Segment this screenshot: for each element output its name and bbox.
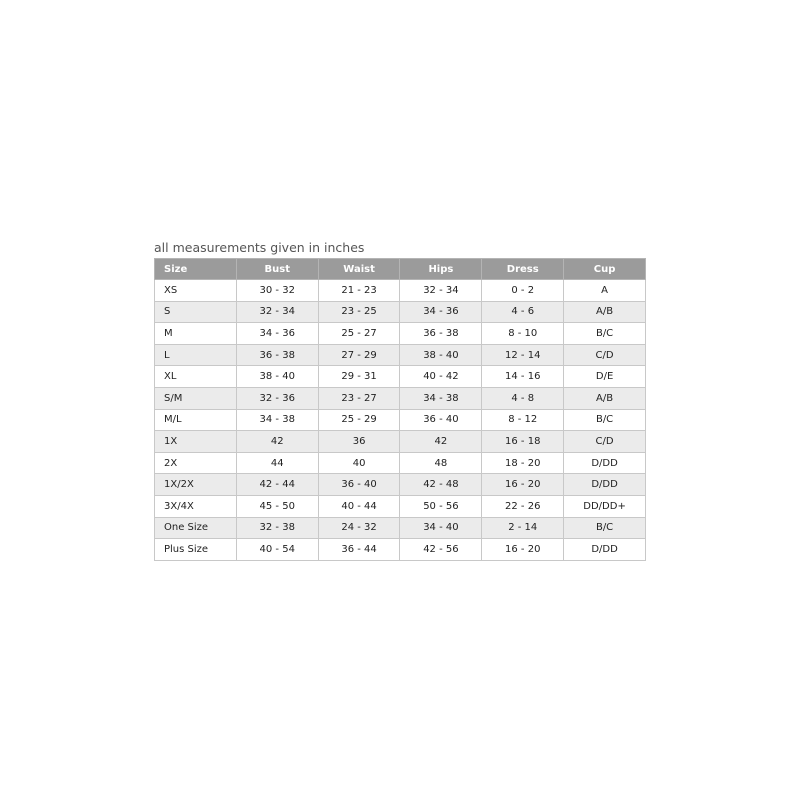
cell-hips: 42 - 48 <box>400 474 482 496</box>
table-row <box>155 431 646 453</box>
cell-cup: DD/DD+ <box>564 495 646 517</box>
cell-dress: 16 - 18 <box>482 431 564 453</box>
cell-waist: 40 <box>318 452 400 474</box>
cell-waist: 27 - 29 <box>318 344 400 366</box>
cell-dress: 12 - 14 <box>482 344 564 366</box>
cell-hips: 34 - 40 <box>400 517 482 539</box>
cell-dress: 14 - 16 <box>482 366 564 388</box>
cell-bust: 40 - 54 <box>236 539 318 561</box>
header-bust: Bust <box>236 259 318 280</box>
cell-waist: 36 - 40 <box>318 474 400 496</box>
cell-size: XS <box>155 280 237 302</box>
table-row <box>155 344 646 366</box>
cell-bust: 32 - 36 <box>236 387 318 409</box>
cell-bust: 38 - 40 <box>236 366 318 388</box>
table-row <box>155 474 646 496</box>
cell-size: 1X/2X <box>155 474 237 496</box>
cell-cup: D/DD <box>564 452 646 474</box>
cell-size: XL <box>155 366 237 388</box>
cell-hips: 42 <box>400 431 482 453</box>
cell-cup: A/B <box>564 387 646 409</box>
cell-size: 1X <box>155 431 237 453</box>
cell-waist: 36 <box>318 431 400 453</box>
header-row <box>155 259 646 280</box>
cell-waist: 23 - 27 <box>318 387 400 409</box>
table-row <box>155 409 646 431</box>
table-row <box>155 539 646 561</box>
cell-size: 2X <box>155 452 237 474</box>
cell-hips: 34 - 36 <box>400 301 482 323</box>
table-row <box>155 452 646 474</box>
cell-cup: B/C <box>564 323 646 345</box>
cell-bust: 34 - 38 <box>236 409 318 431</box>
cell-waist: 36 - 44 <box>318 539 400 561</box>
cell-bust: 45 - 50 <box>236 495 318 517</box>
cell-size: Plus Size <box>155 539 237 561</box>
cell-cup: C/D <box>564 431 646 453</box>
table-row <box>155 301 646 323</box>
table-row <box>155 323 646 345</box>
table-row <box>155 280 646 302</box>
cell-size: S/M <box>155 387 237 409</box>
cell-dress: 2 - 14 <box>482 517 564 539</box>
cell-dress: 4 - 6 <box>482 301 564 323</box>
cell-size: M <box>155 323 237 345</box>
cell-cup: B/C <box>564 409 646 431</box>
cell-waist: 25 - 29 <box>318 409 400 431</box>
cell-dress: 4 - 8 <box>482 387 564 409</box>
table-row <box>155 387 646 409</box>
header-size: Size <box>155 259 237 280</box>
cell-hips: 34 - 38 <box>400 387 482 409</box>
cell-hips: 40 - 42 <box>400 366 482 388</box>
cell-dress: 22 - 26 <box>482 495 564 517</box>
cell-waist: 25 - 27 <box>318 323 400 345</box>
cell-dress: 8 - 10 <box>482 323 564 345</box>
cell-size: One Size <box>155 517 237 539</box>
cell-size: S <box>155 301 237 323</box>
cell-cup: D/DD <box>564 474 646 496</box>
cell-waist: 24 - 32 <box>318 517 400 539</box>
cell-bust: 32 - 38 <box>236 517 318 539</box>
cell-cup: B/C <box>564 517 646 539</box>
cell-bust: 42 - 44 <box>236 474 318 496</box>
cell-bust: 34 - 36 <box>236 323 318 345</box>
table-row <box>155 366 646 388</box>
table-header <box>155 259 646 280</box>
cell-bust: 42 <box>236 431 318 453</box>
header-hips: Hips <box>400 259 482 280</box>
cell-waist: 23 - 25 <box>318 301 400 323</box>
cell-waist: 40 - 44 <box>318 495 400 517</box>
header-cup: Cup <box>564 259 646 280</box>
cell-dress: 16 - 20 <box>482 474 564 496</box>
cell-bust: 36 - 38 <box>236 344 318 366</box>
cell-waist: 29 - 31 <box>318 366 400 388</box>
table-row <box>155 517 646 539</box>
cell-cup: A/B <box>564 301 646 323</box>
cell-dress: 18 - 20 <box>482 452 564 474</box>
cell-cup: D/E <box>564 366 646 388</box>
cell-dress: 16 - 20 <box>482 539 564 561</box>
table-row <box>155 495 646 517</box>
cell-bust: 30 - 32 <box>236 280 318 302</box>
cell-cup: C/D <box>564 344 646 366</box>
cell-waist: 21 - 23 <box>318 280 400 302</box>
cell-size: M/L <box>155 409 237 431</box>
cell-bust: 32 - 34 <box>236 301 318 323</box>
cell-size: L <box>155 344 237 366</box>
cell-dress: 0 - 2 <box>482 280 564 302</box>
header-waist: Waist <box>318 259 400 280</box>
size-chart-table <box>154 258 646 561</box>
table-body <box>155 280 646 561</box>
cell-hips: 36 - 40 <box>400 409 482 431</box>
cell-hips: 32 - 34 <box>400 280 482 302</box>
cell-hips: 50 - 56 <box>400 495 482 517</box>
cell-hips: 36 - 38 <box>400 323 482 345</box>
cell-dress: 8 - 12 <box>482 409 564 431</box>
cell-size: 3X/4X <box>155 495 237 517</box>
cell-hips: 42 - 56 <box>400 539 482 561</box>
cell-hips: 38 - 40 <box>400 344 482 366</box>
cell-cup: D/DD <box>564 539 646 561</box>
header-dress: Dress <box>482 259 564 280</box>
cell-cup: A <box>564 280 646 302</box>
cell-hips: 48 <box>400 452 482 474</box>
measurements-caption: all measurements given in inches <box>154 240 365 255</box>
cell-bust: 44 <box>236 452 318 474</box>
